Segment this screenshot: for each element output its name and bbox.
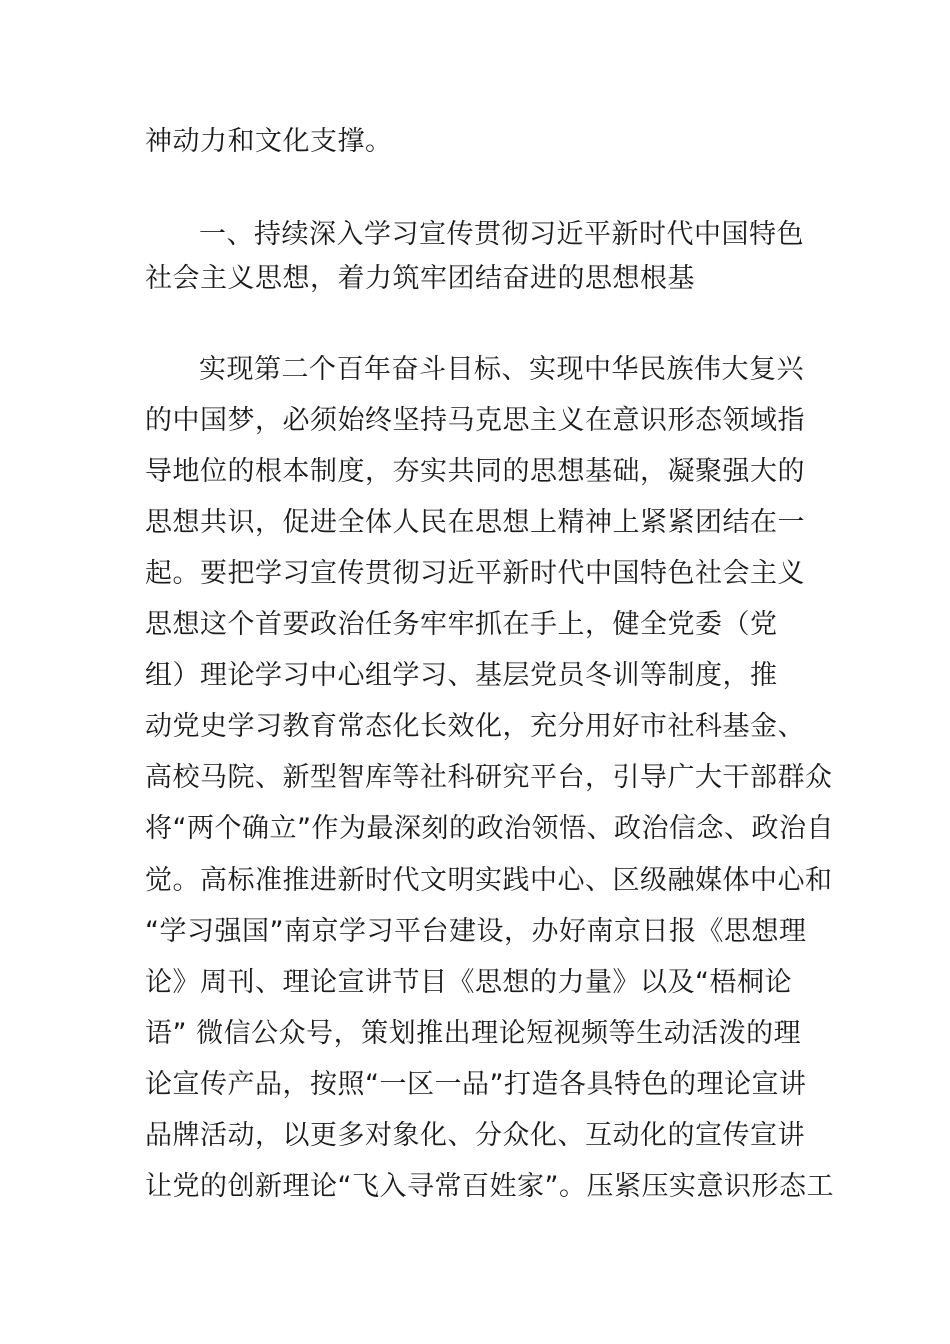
section-heading-line-1: 一、持续深入学习宣传贯彻习近平新时代中国特色 (199, 219, 804, 250)
body-line: 论》周刊、理论宣讲节目《思想的力量》以及“梧桐论 (145, 967, 792, 998)
body-line: 导地位的根本制度，夯实共同的思想基础，凝聚强大的 (145, 456, 805, 487)
body-line: 组）理论学习中心组学习、基层党员冬训等制度，推 (145, 660, 778, 691)
body-line: 起。要把学习宣传贯彻习近平新时代中国特色社会主义 (145, 558, 805, 589)
paragraph-continuation-line: 神动力和文化支撑。 (145, 126, 393, 157)
body-line: 思想共识，促进全体人民在思想上精神上紧紧团结在一 (145, 507, 805, 538)
body-line: 实现第二个百年奋斗目标、实现中华民族伟大复兴 (199, 354, 804, 385)
body-line: 品牌活动，以更多对象化、分众化、互动化的宣传宣讲 (145, 1120, 805, 1151)
body-line: 动党史学习教育常态化长效化，充分用好市社科基金、 (145, 711, 805, 742)
body-line: 觉。高标准推进新时代文明实践中心、区级融媒体中心和 (145, 865, 833, 896)
body-line: 的中国梦，必须始终坚持马克思主义在意识形态领域指 (145, 405, 805, 436)
body-line: 将“两个确立”作为最深刻的政治领悟、政治信念、政治自 (145, 813, 834, 844)
body-line: “学习强国”南京学习平台建设，办好南京日报《思想理 (145, 916, 807, 947)
body-line: 语” 微信公众号，策划推出理论短视频等生动活泼的理 (145, 1018, 802, 1049)
body-line: 让党的创新理论“飞入寻常百姓家”。压紧压实意识形态工 (145, 1171, 834, 1202)
section-heading-line-2: 社会主义思想，着力筑牢团结奋进的思想根基 (145, 263, 695, 294)
body-line: 论宣传产品，按照“一区一品”打造各具特色的理论宣讲 (145, 1069, 807, 1100)
body-line: 高校马院、新型智库等社科研究平台，引导广大干部群众 (145, 762, 833, 793)
body-line: 思想这个首要政治任务牢牢抓在手上，健全党委（党 (145, 609, 778, 640)
